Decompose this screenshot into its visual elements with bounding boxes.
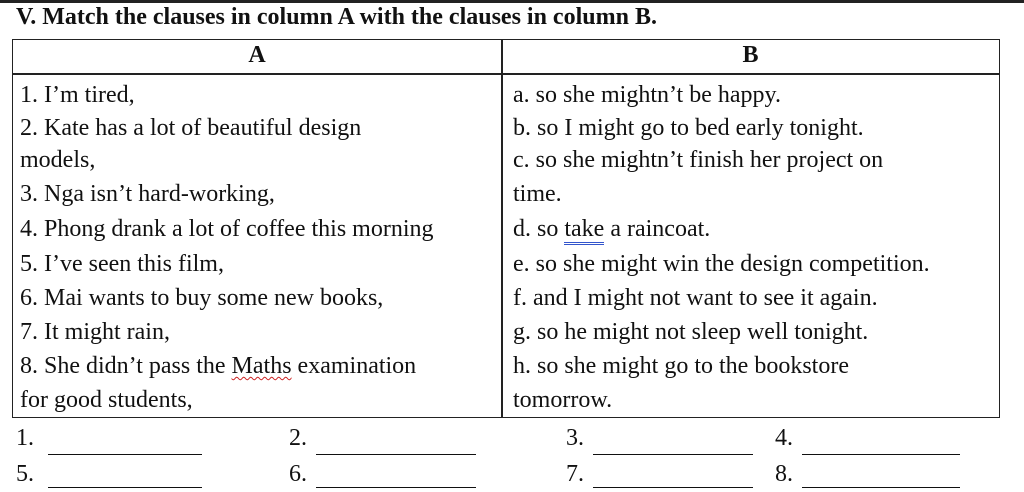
clause-a-line: 6. Mai wants to buy some new books, (20, 285, 384, 311)
clause-a-line: 3. Nga isn’t hard-working, (20, 181, 275, 207)
clause-b-line: e. so she might win the design competition. (513, 251, 930, 277)
answer-label: 3. (566, 425, 584, 451)
clause-b-line: tomorrow. (513, 387, 613, 413)
clause-a-line: for good students, (20, 387, 193, 413)
clause-a-line: models, (20, 147, 96, 173)
clause-a-line: 1. I’m tired, (20, 82, 135, 108)
clause-b-line: g. so he might not sleep well tonight. (513, 319, 869, 345)
exercise-title: V. Match the clauses in column A with the clauses in column B. (16, 4, 657, 30)
answer-label: 4. (775, 425, 793, 451)
text-segment: a raincoat. (604, 216, 711, 242)
answer-blank-3[interactable] (593, 454, 753, 455)
column-a-header: A (248, 42, 266, 68)
answer-blank-5[interactable] (48, 487, 202, 488)
clause-b-line: a. so she mightn’t be happy. (513, 82, 781, 108)
spellcheck-word: Maths (231, 353, 292, 379)
answer-label: 1. (16, 425, 34, 451)
answer-blank-8[interactable] (802, 487, 960, 488)
clause-b-line: c. so she mightn’t finish her project on (513, 147, 884, 173)
grammar-flag-word: take (564, 216, 604, 245)
matching-table (12, 39, 1000, 418)
clause-a-line: 7. It might rain, (20, 319, 170, 345)
column-b-header: B (742, 42, 759, 68)
answer-label: 2. (289, 425, 307, 451)
text-segment: 8. She didn’t pass the (20, 353, 232, 379)
header-divider (13, 73, 999, 75)
clause-b-line: h. so she might go to the bookstore (513, 353, 849, 379)
clause-a-line-8 (20, 352, 416, 380)
text-segment: d. so (513, 216, 565, 242)
clause-a-line: 5. I’ve seen this film, (20, 251, 224, 277)
answer-blank-7[interactable] (593, 487, 753, 488)
column-divider (501, 40, 503, 417)
clause-b-line: b. so I might go to bed early tonight. (513, 115, 864, 141)
answer-label: 5. (16, 461, 34, 487)
text-segment: examination (291, 353, 417, 379)
answer-blank-2[interactable] (316, 454, 476, 455)
clause-a-line: 4. Phong drank a lot of coffee this morning (20, 216, 434, 242)
clause-b-line: f. and I might not want to see it again. (513, 285, 878, 311)
top-border (0, 0, 1024, 3)
clause-b-line-d (513, 215, 710, 243)
answer-label: 7. (566, 461, 584, 487)
clause-a-line: 2. Kate has a lot of beautiful design (20, 115, 362, 141)
clause-b-line: time. (513, 181, 562, 207)
answer-label: 8. (775, 461, 793, 487)
answer-blank-4[interactable] (802, 454, 960, 455)
answer-label: 6. (289, 461, 307, 487)
answer-blank-6[interactable] (316, 487, 476, 488)
answer-blank-1[interactable] (48, 454, 202, 455)
